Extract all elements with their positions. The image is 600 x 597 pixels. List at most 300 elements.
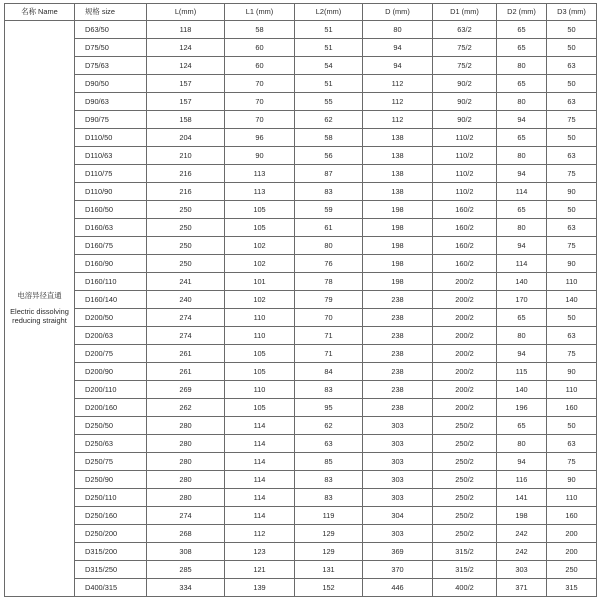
table-row [5, 489, 597, 507]
cell-l: 274 [147, 507, 225, 525]
table-row [5, 435, 597, 453]
cell-d: 303 [363, 471, 433, 489]
cell-l2: 129 [295, 543, 363, 561]
cell-d2: 94 [497, 111, 547, 129]
cell-l: 204 [147, 129, 225, 147]
cell-d2: 115 [497, 363, 547, 381]
cell-l1: 113 [225, 165, 295, 183]
cell-size: D90/50 [75, 75, 147, 93]
cell-d1: 110/2 [433, 147, 497, 165]
cell-d1: 250/2 [433, 417, 497, 435]
cell-l1: 96 [225, 129, 295, 147]
cell-d3: 160 [547, 399, 597, 417]
cell-l1: 102 [225, 291, 295, 309]
cell-d3: 75 [547, 453, 597, 471]
cell-d2: 65 [497, 75, 547, 93]
cell-d2: 80 [497, 57, 547, 75]
table-row [5, 21, 597, 39]
table-row [5, 309, 597, 327]
cell-d: 198 [363, 201, 433, 219]
product-name-cell [5, 21, 75, 597]
cell-l2: 70 [295, 309, 363, 327]
cell-d2: 65 [497, 417, 547, 435]
cell-d2: 140 [497, 273, 547, 291]
cell-d3: 50 [547, 309, 597, 327]
cell-l2: 62 [295, 111, 363, 129]
cell-d3: 90 [547, 183, 597, 201]
cell-size: D160/75 [75, 237, 147, 255]
cell-l2: 83 [295, 183, 363, 201]
cell-size: D160/90 [75, 255, 147, 273]
cell-l2: 84 [295, 363, 363, 381]
cell-d: 304 [363, 507, 433, 525]
cell-d3: 75 [547, 111, 597, 129]
cell-d1: 90/2 [433, 93, 497, 111]
cell-d3: 63 [547, 435, 597, 453]
cell-d1: 75/2 [433, 39, 497, 57]
cell-d1: 200/2 [433, 363, 497, 381]
cell-size: D315/250 [75, 561, 147, 579]
cell-l1: 105 [225, 345, 295, 363]
cell-l: 216 [147, 165, 225, 183]
cell-d: 138 [363, 183, 433, 201]
cell-l: 250 [147, 201, 225, 219]
cell-d: 112 [363, 93, 433, 111]
cell-d3: 63 [547, 93, 597, 111]
cell-size: D160/110 [75, 273, 147, 291]
cell-d3: 140 [547, 291, 597, 309]
cell-l1: 114 [225, 489, 295, 507]
cell-l1: 102 [225, 255, 295, 273]
cell-l: 308 [147, 543, 225, 561]
cell-l1: 114 [225, 453, 295, 471]
cell-l1: 105 [225, 201, 295, 219]
table-row [5, 345, 597, 363]
cell-d1: 250/2 [433, 453, 497, 471]
cell-d: 303 [363, 417, 433, 435]
cell-l2: 131 [295, 561, 363, 579]
cell-l2: 71 [295, 345, 363, 363]
cell-l1: 105 [225, 363, 295, 381]
cell-l: 334 [147, 579, 225, 597]
cell-l2: 51 [295, 39, 363, 57]
table-row [5, 381, 597, 399]
cell-size: D110/50 [75, 129, 147, 147]
cell-d: 303 [363, 435, 433, 453]
cell-l2: 85 [295, 453, 363, 471]
cell-l2: 129 [295, 525, 363, 543]
cell-d3: 63 [547, 219, 597, 237]
cell-d: 238 [363, 345, 433, 363]
cell-l: 261 [147, 345, 225, 363]
header-l1: L1 (mm) [225, 4, 295, 21]
cell-d2: 94 [497, 453, 547, 471]
spec-table [4, 3, 597, 597]
cell-l: 118 [147, 21, 225, 39]
cell-d3: 90 [547, 363, 597, 381]
cell-l2: 51 [295, 21, 363, 39]
cell-l: 274 [147, 309, 225, 327]
cell-d: 446 [363, 579, 433, 597]
table-row [5, 219, 597, 237]
cell-d: 238 [363, 327, 433, 345]
cell-size: D75/50 [75, 39, 147, 57]
cell-d1: 250/2 [433, 489, 497, 507]
cell-d: 138 [363, 129, 433, 147]
cell-l2: 54 [295, 57, 363, 75]
cell-d1: 160/2 [433, 237, 497, 255]
table-row [5, 183, 597, 201]
cell-size: D250/200 [75, 525, 147, 543]
cell-d2: 198 [497, 507, 547, 525]
cell-l: 262 [147, 399, 225, 417]
cell-l: 157 [147, 75, 225, 93]
cell-d2: 371 [497, 579, 547, 597]
cell-d2: 94 [497, 345, 547, 363]
header-d2: D2 (mm) [497, 4, 547, 21]
cell-d1: 200/2 [433, 399, 497, 417]
cell-size: D200/160 [75, 399, 147, 417]
cell-d1: 200/2 [433, 273, 497, 291]
cell-size: D90/63 [75, 93, 147, 111]
table-row [5, 129, 597, 147]
cell-d2: 242 [497, 543, 547, 561]
cell-d: 94 [363, 57, 433, 75]
cell-size: D315/200 [75, 543, 147, 561]
cell-d1: 90/2 [433, 75, 497, 93]
cell-size: D250/50 [75, 417, 147, 435]
cell-l: 124 [147, 57, 225, 75]
header-l2: L2(mm) [295, 4, 363, 21]
cell-d2: 242 [497, 525, 547, 543]
table-row [5, 363, 597, 381]
cell-d: 138 [363, 165, 433, 183]
cell-l2: 78 [295, 273, 363, 291]
cell-d2: 65 [497, 21, 547, 39]
cell-d2: 80 [497, 435, 547, 453]
cell-l2: 51 [295, 75, 363, 93]
product-name-en-line2: reducing straight [12, 316, 67, 326]
cell-size: D200/75 [75, 345, 147, 363]
cell-d1: 63/2 [433, 21, 497, 39]
table-row [5, 111, 597, 129]
cell-d3: 110 [547, 273, 597, 291]
header-size: 规格 size [75, 4, 147, 21]
cell-l: 280 [147, 453, 225, 471]
cell-l2: 95 [295, 399, 363, 417]
cell-l2: 56 [295, 147, 363, 165]
cell-d: 238 [363, 291, 433, 309]
cell-d2: 65 [497, 201, 547, 219]
cell-l: 158 [147, 111, 225, 129]
cell-l: 269 [147, 381, 225, 399]
cell-d: 94 [363, 39, 433, 57]
table-row [5, 147, 597, 165]
cell-size: D110/90 [75, 183, 147, 201]
cell-size: D200/63 [75, 327, 147, 345]
cell-d: 238 [363, 309, 433, 327]
cell-size: D250/110 [75, 489, 147, 507]
cell-d3: 75 [547, 165, 597, 183]
table-row [5, 525, 597, 543]
cell-size: D250/63 [75, 435, 147, 453]
cell-d3: 63 [547, 57, 597, 75]
cell-size: D200/90 [75, 363, 147, 381]
cell-d2: 116 [497, 471, 547, 489]
table-row [5, 543, 597, 561]
cell-l1: 139 [225, 579, 295, 597]
cell-d3: 63 [547, 147, 597, 165]
cell-d1: 110/2 [433, 183, 497, 201]
cell-l1: 113 [225, 183, 295, 201]
table-row [5, 291, 597, 309]
cell-l2: 63 [295, 435, 363, 453]
cell-l2: 119 [295, 507, 363, 525]
cell-d1: 200/2 [433, 381, 497, 399]
cell-l1: 70 [225, 93, 295, 111]
cell-d1: 200/2 [433, 309, 497, 327]
cell-l1: 110 [225, 309, 295, 327]
cell-l2: 71 [295, 327, 363, 345]
table-row [5, 471, 597, 489]
header-d3: D3 (mm) [547, 4, 597, 21]
cell-d3: 50 [547, 201, 597, 219]
table-row [5, 417, 597, 435]
cell-l1: 70 [225, 75, 295, 93]
cell-l2: 79 [295, 291, 363, 309]
table-row [5, 201, 597, 219]
cell-d2: 80 [497, 327, 547, 345]
cell-l1: 110 [225, 327, 295, 345]
cell-d2: 80 [497, 93, 547, 111]
cell-d: 303 [363, 525, 433, 543]
table-row [5, 75, 597, 93]
cell-l: 280 [147, 435, 225, 453]
cell-l1: 60 [225, 39, 295, 57]
cell-d2: 65 [497, 309, 547, 327]
cell-l: 268 [147, 525, 225, 543]
cell-d1: 200/2 [433, 327, 497, 345]
header-d1: D1 (mm) [433, 4, 497, 21]
cell-d: 138 [363, 147, 433, 165]
cell-l2: 62 [295, 417, 363, 435]
cell-d2: 65 [497, 39, 547, 57]
cell-d1: 200/2 [433, 345, 497, 363]
cell-l: 124 [147, 39, 225, 57]
cell-l2: 80 [295, 237, 363, 255]
cell-d3: 160 [547, 507, 597, 525]
cell-size: D63/50 [75, 21, 147, 39]
cell-d3: 90 [547, 471, 597, 489]
table-row [5, 93, 597, 111]
cell-size: D200/110 [75, 381, 147, 399]
cell-l1: 105 [225, 219, 295, 237]
cell-size: D200/50 [75, 309, 147, 327]
cell-l: 250 [147, 255, 225, 273]
cell-l1: 60 [225, 57, 295, 75]
cell-l2: 59 [295, 201, 363, 219]
cell-d3: 63 [547, 327, 597, 345]
cell-size: D160/140 [75, 291, 147, 309]
cell-d2: 170 [497, 291, 547, 309]
table-body [5, 21, 597, 597]
cell-d1: 400/2 [433, 579, 497, 597]
cell-l2: 58 [295, 129, 363, 147]
cell-l1: 70 [225, 111, 295, 129]
cell-d1: 75/2 [433, 57, 497, 75]
cell-d: 238 [363, 381, 433, 399]
table-row [5, 579, 597, 597]
cell-l2: 87 [295, 165, 363, 183]
cell-l: 157 [147, 93, 225, 111]
cell-d1: 110/2 [433, 129, 497, 147]
cell-l1: 114 [225, 435, 295, 453]
cell-l2: 83 [295, 489, 363, 507]
table-row [5, 453, 597, 471]
cell-l1: 121 [225, 561, 295, 579]
cell-l1: 114 [225, 507, 295, 525]
cell-l: 250 [147, 237, 225, 255]
cell-d2: 94 [497, 237, 547, 255]
cell-d3: 75 [547, 237, 597, 255]
cell-d2: 140 [497, 381, 547, 399]
table-row [5, 399, 597, 417]
cell-l2: 152 [295, 579, 363, 597]
cell-l: 241 [147, 273, 225, 291]
cell-d2: 196 [497, 399, 547, 417]
cell-l1: 90 [225, 147, 295, 165]
cell-d: 112 [363, 75, 433, 93]
cell-d3: 50 [547, 75, 597, 93]
cell-l2: 76 [295, 255, 363, 273]
cell-d1: 315/2 [433, 561, 497, 579]
cell-d3: 50 [547, 417, 597, 435]
cell-l: 280 [147, 471, 225, 489]
product-name-en-line1: Electric dissolving [10, 306, 69, 316]
cell-l2: 83 [295, 381, 363, 399]
cell-d: 369 [363, 543, 433, 561]
cell-d: 303 [363, 453, 433, 471]
cell-d: 198 [363, 255, 433, 273]
cell-d1: 110/2 [433, 165, 497, 183]
cell-size: D250/160 [75, 507, 147, 525]
cell-d3: 315 [547, 579, 597, 597]
cell-size: D400/315 [75, 579, 147, 597]
cell-d1: 315/2 [433, 543, 497, 561]
table-row [5, 327, 597, 345]
table-row [5, 273, 597, 291]
cell-d2: 94 [497, 165, 547, 183]
cell-d1: 160/2 [433, 255, 497, 273]
cell-d3: 200 [547, 543, 597, 561]
product-name-cn: 电溶异径直通 [17, 290, 62, 300]
cell-d3: 250 [547, 561, 597, 579]
cell-l2: 61 [295, 219, 363, 237]
cell-d3: 75 [547, 345, 597, 363]
cell-l: 210 [147, 147, 225, 165]
table-row [5, 57, 597, 75]
table-row [5, 255, 597, 273]
cell-l: 274 [147, 327, 225, 345]
header-row [5, 4, 597, 21]
cell-d2: 114 [497, 255, 547, 273]
cell-size: D160/50 [75, 201, 147, 219]
cell-d1: 160/2 [433, 219, 497, 237]
cell-d3: 50 [547, 21, 597, 39]
cell-d1: 250/2 [433, 471, 497, 489]
cell-d: 198 [363, 219, 433, 237]
cell-d: 238 [363, 363, 433, 381]
table-row [5, 561, 597, 579]
cell-size: D250/90 [75, 471, 147, 489]
cell-d2: 65 [497, 129, 547, 147]
cell-size: D75/63 [75, 57, 147, 75]
cell-l: 280 [147, 489, 225, 507]
cell-d: 303 [363, 489, 433, 507]
table-row [5, 237, 597, 255]
cell-l1: 110 [225, 381, 295, 399]
cell-d: 198 [363, 237, 433, 255]
cell-l1: 112 [225, 525, 295, 543]
table-row [5, 165, 597, 183]
cell-size: D110/75 [75, 165, 147, 183]
cell-d3: 50 [547, 129, 597, 147]
cell-d3: 50 [547, 39, 597, 57]
cell-size: D250/75 [75, 453, 147, 471]
cell-l2: 55 [295, 93, 363, 111]
cell-d3: 90 [547, 255, 597, 273]
cell-l: 240 [147, 291, 225, 309]
cell-l: 261 [147, 363, 225, 381]
cell-l: 250 [147, 219, 225, 237]
cell-size: D110/63 [75, 147, 147, 165]
cell-d2: 80 [497, 147, 547, 165]
cell-size: D90/75 [75, 111, 147, 129]
cell-d3: 110 [547, 489, 597, 507]
header-d: D (mm) [363, 4, 433, 21]
cell-d2: 114 [497, 183, 547, 201]
cell-l1: 123 [225, 543, 295, 561]
cell-d2: 303 [497, 561, 547, 579]
cell-d3: 110 [547, 381, 597, 399]
cell-size: D160/63 [75, 219, 147, 237]
cell-d1: 250/2 [433, 507, 497, 525]
cell-d1: 250/2 [433, 435, 497, 453]
cell-l1: 114 [225, 471, 295, 489]
cell-l1: 102 [225, 237, 295, 255]
cell-l1: 114 [225, 417, 295, 435]
cell-d: 80 [363, 21, 433, 39]
cell-d: 198 [363, 273, 433, 291]
cell-d1: 250/2 [433, 525, 497, 543]
table-row [5, 39, 597, 57]
cell-d: 238 [363, 399, 433, 417]
cell-d: 370 [363, 561, 433, 579]
cell-l1: 101 [225, 273, 295, 291]
cell-d: 112 [363, 111, 433, 129]
cell-l: 280 [147, 417, 225, 435]
header-name: 名称 Name [5, 4, 75, 21]
cell-l1: 105 [225, 399, 295, 417]
header-l: L(mm) [147, 4, 225, 21]
cell-d1: 90/2 [433, 111, 497, 129]
cell-l: 285 [147, 561, 225, 579]
cell-d3: 200 [547, 525, 597, 543]
cell-d2: 141 [497, 489, 547, 507]
cell-d1: 160/2 [433, 201, 497, 219]
cell-l1: 58 [225, 21, 295, 39]
cell-d1: 200/2 [433, 291, 497, 309]
